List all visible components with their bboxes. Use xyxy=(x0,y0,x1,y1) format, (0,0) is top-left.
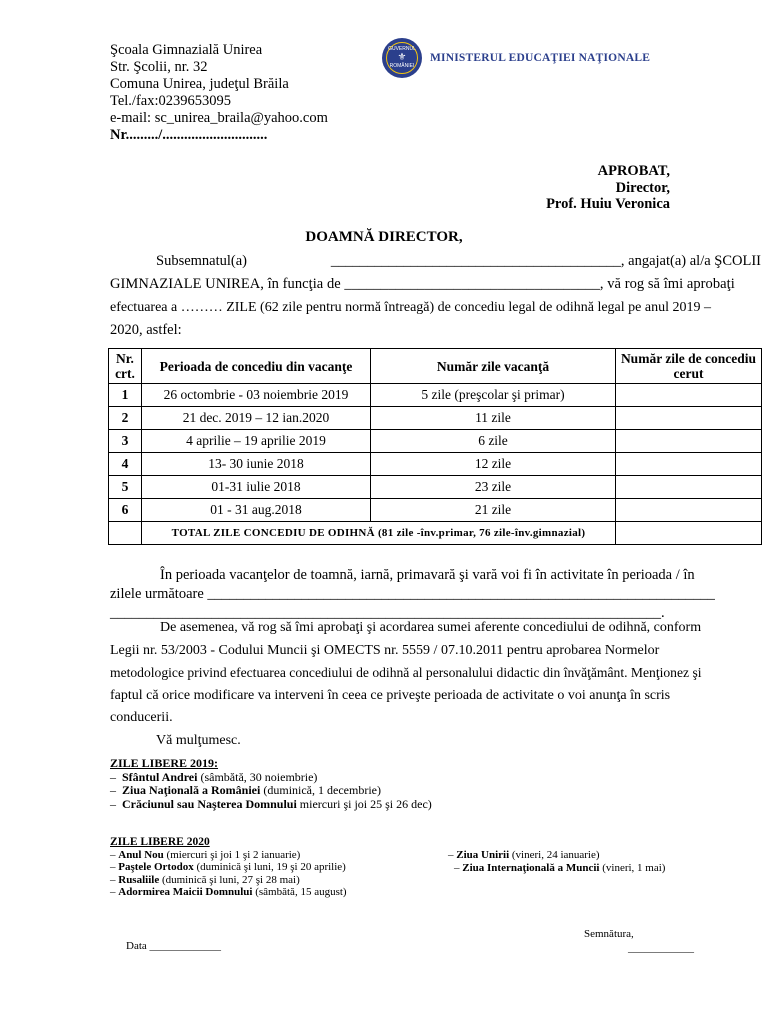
holiday-item: – Crăciunul sau Naşterea Domnului miercuri şi joi 25 şi 26 dec) xyxy=(110,796,432,811)
row-nr: 6 xyxy=(109,499,142,522)
row-period: 01 - 31 aug.2018 xyxy=(142,499,371,522)
holiday-name: Rusaliile xyxy=(118,873,160,886)
row-requested-days[interactable] xyxy=(616,499,762,522)
school-phone: Tel./fax:0239653095 xyxy=(110,93,232,109)
request-paragraph xyxy=(110,617,761,752)
holiday-detail: (duminică şi luni, 19 şi 20 aprilie) xyxy=(193,861,346,873)
holidays-2020 xyxy=(110,836,347,899)
approval-person: Prof. Huiu Veronica xyxy=(546,196,670,212)
row-period: 01-31 iulie 2018 xyxy=(142,476,371,499)
holiday-item: – Paştele Ortodox (duminică şi luni, 19 şi 20 aprilie) xyxy=(110,861,346,873)
intro-paragraph xyxy=(110,250,761,342)
activity-paragraph xyxy=(110,566,761,623)
intro-name-line: ________________________________________, angajat(a) al/a ŞCOLII xyxy=(330,253,761,269)
holidays-2019-title: ZILE LIBERE 2019: xyxy=(110,756,219,770)
holiday-name: Paştele Ortodox xyxy=(118,861,194,873)
holiday-name: Adormirea Maicii Domnului xyxy=(118,886,253,898)
total-label: TOTAL ZILE CONCEDIU DE ODIHNĂ (81 zile -înv.primar, 76 zile-înv.gimnazial) xyxy=(142,522,616,545)
signature-line[interactable]: ____________ xyxy=(628,942,694,954)
holiday-item: – Ziua Internaţională a Muncii (vineri, 1 mai) xyxy=(454,861,666,874)
header-vacation-days: Număr zile vacanţă xyxy=(371,349,616,384)
total-spacer xyxy=(109,522,142,545)
row-period: 4 aprilie – 19 aprilie 2019 xyxy=(142,430,371,453)
emblem-text-bottom: ROMÂNIEI xyxy=(389,63,415,69)
table-row xyxy=(109,453,762,476)
table-row xyxy=(109,476,762,499)
school-header xyxy=(110,42,328,144)
row-vacation-days: 6 zile xyxy=(371,430,616,453)
holiday-name: Ziua Internaţională a Muncii xyxy=(462,861,600,874)
row-nr: 2 xyxy=(109,407,142,430)
holiday-detail: miercuri şi joi 25 şi 26 dec) xyxy=(296,796,432,811)
request-line-1: De asemenea, vă rog să îmi aprobaţi şi acordarea sumei aferente concediului de odihnă, conform xyxy=(160,620,702,635)
holiday-item: – Ziua Unirii (vineri, 24 ianuarie) xyxy=(448,849,600,861)
holiday-detail: (vineri, 24 ianuarie) xyxy=(509,849,600,861)
request-line-3: metodologice privind efectuarea concediului de odihnă al personalului didactic din învăţământ. Menţionez şi xyxy=(110,665,702,680)
header-period: Perioada de concediu din vacanţe xyxy=(142,349,371,384)
request-line-4: faptul că orice modificare va interveni în ceea ce priveşte perioada de activitate o voi anunţa în scris xyxy=(110,687,671,703)
holidays-2019 xyxy=(110,757,432,811)
holidays-2020-right xyxy=(448,849,665,874)
header-requested-days: Număr zile de concediu cerut xyxy=(616,349,762,384)
row-vacation-days: 12 zile xyxy=(371,453,616,476)
thanks-text: Vă mulţumesc. xyxy=(156,732,241,748)
holiday-item: – Ziua Naţională a României (duminică, 1 decembrie) xyxy=(110,783,381,797)
holiday-item: – Rusaliile (duminică şi luni, 27 şi 28 mai) xyxy=(110,873,300,886)
table-row xyxy=(109,384,762,407)
row-vacation-days: 23 zile xyxy=(371,476,616,499)
table-total-row xyxy=(109,522,762,545)
approval-role: Director, xyxy=(615,179,670,196)
school-name: Şcoala Gimnazială Unirea xyxy=(110,42,263,58)
holiday-detail: (duminică şi luni, 27 şi 28 mai) xyxy=(159,873,300,886)
intro-line-3: efectuarea a ……… ZILE (62 zile pentru normă întreagă) de concediu legal de odihnă legal pe anul 2019 – xyxy=(110,300,711,315)
intro-line-2: GIMNAZIALE UNIREA, în funcţia de ___________________________________, vă rog să îmi aprobaţi xyxy=(110,276,735,292)
table-row xyxy=(109,430,762,453)
row-requested-days[interactable] xyxy=(616,407,762,430)
holiday-item: – Anul Nou (miercuri şi joi 1 şi 2 ianuarie) xyxy=(110,848,301,861)
registration-number: Nr........./............................. xyxy=(110,127,268,143)
activity-line-1: În perioada vacanţelor de toamnă, iarnă, primavară şi vară voi fi în activitate în perioada / în xyxy=(160,567,695,583)
holiday-detail: (sâmbătă, 30 noiembrie) xyxy=(197,769,318,784)
holiday-name: Ziua Naţională a României xyxy=(122,783,261,797)
table-row xyxy=(109,407,762,430)
activity-line-3: ____________________________________________________________________________. xyxy=(110,605,665,621)
row-nr: 1 xyxy=(109,384,142,407)
holiday-detail: (vineri, 1 mai) xyxy=(599,861,666,874)
signature-label: Semnătura, xyxy=(584,928,634,940)
intro-subsemnatul: Subsemnatul(a) xyxy=(156,253,248,269)
school-commune: Comuna Unirea, judeţul Brăila xyxy=(110,76,289,92)
ministry-name: MINISTERUL EDUCAŢIEI NAŢIONALE xyxy=(430,52,651,64)
header-nr: Nr. crt. xyxy=(109,349,142,384)
row-period: 13- 30 iunie 2018 xyxy=(142,453,371,476)
government-emblem-icon: GUVERNUL ⚜ ROMÂNIEI xyxy=(382,38,422,78)
row-nr: 3 xyxy=(109,430,142,453)
total-value[interactable] xyxy=(616,522,762,545)
row-requested-days[interactable] xyxy=(616,384,762,407)
row-vacation-days: 5 zile (preşcolar şi primar) xyxy=(371,384,616,407)
row-vacation-days: 11 zile xyxy=(371,407,616,430)
request-line-2: Legii nr. 53/2003 - Codului Muncii şi OMECTS nr. 5559 / 07.10.2011 pentru aprobarea Normelor xyxy=(110,642,660,658)
holiday-item: – Adormirea Maicii Domnului (sâmbătă, 15 august) xyxy=(110,886,347,898)
holiday-name: Crăciunul sau Naşterea Domnului xyxy=(122,796,297,811)
document-title: DOAMNĂ DIRECTOR, xyxy=(305,229,463,245)
holiday-item: – Sfântul Andrei (sâmbătă, 30 noiembrie) xyxy=(110,769,318,784)
holiday-detail: (duminică, 1 decembrie) xyxy=(260,783,381,797)
row-requested-days[interactable] xyxy=(616,476,762,499)
emblem-text-top: GUVERNUL xyxy=(388,46,416,52)
row-period: 21 dec. 2019 – 12 ian.2020 xyxy=(142,407,371,430)
row-nr: 5 xyxy=(109,476,142,499)
row-nr: 4 xyxy=(109,453,142,476)
holiday-detail: (miercuri şi joi 1 şi 2 ianuarie) xyxy=(163,848,301,861)
holiday-name: Sfântul Andrei xyxy=(122,769,198,784)
holiday-name: Anul Nou xyxy=(118,848,164,861)
school-street: Str. Şcolii, nr. 32 xyxy=(110,59,208,75)
holiday-name: Ziua Unirii xyxy=(456,849,510,861)
ministry-logo xyxy=(382,38,650,78)
table-header-row xyxy=(109,349,762,384)
approval-label: APROBAT, xyxy=(597,163,670,179)
table-row xyxy=(109,499,762,522)
school-email: e-mail: sc_unirea_braila@yahoo.com xyxy=(110,110,328,126)
request-line-5: conducerii. xyxy=(110,710,173,725)
vacation-table xyxy=(108,348,762,545)
row-vacation-days: 21 zile xyxy=(371,499,616,522)
date-field[interactable]: Data _____________ xyxy=(126,940,222,952)
holiday-detail: (sâmbătă, 15 august) xyxy=(252,886,347,898)
holidays-2020-title: ZILE LIBERE 2020 xyxy=(110,836,210,848)
row-requested-days[interactable] xyxy=(616,453,762,476)
row-requested-days[interactable] xyxy=(616,430,762,453)
activity-line-2: zilele următoare ______________________________________________________________________ xyxy=(110,586,715,602)
row-period: 26 octombrie - 03 noiembrie 2019 xyxy=(142,384,371,407)
intro-line-4: 2020, astfel: xyxy=(110,322,182,338)
approval-block xyxy=(490,163,670,213)
